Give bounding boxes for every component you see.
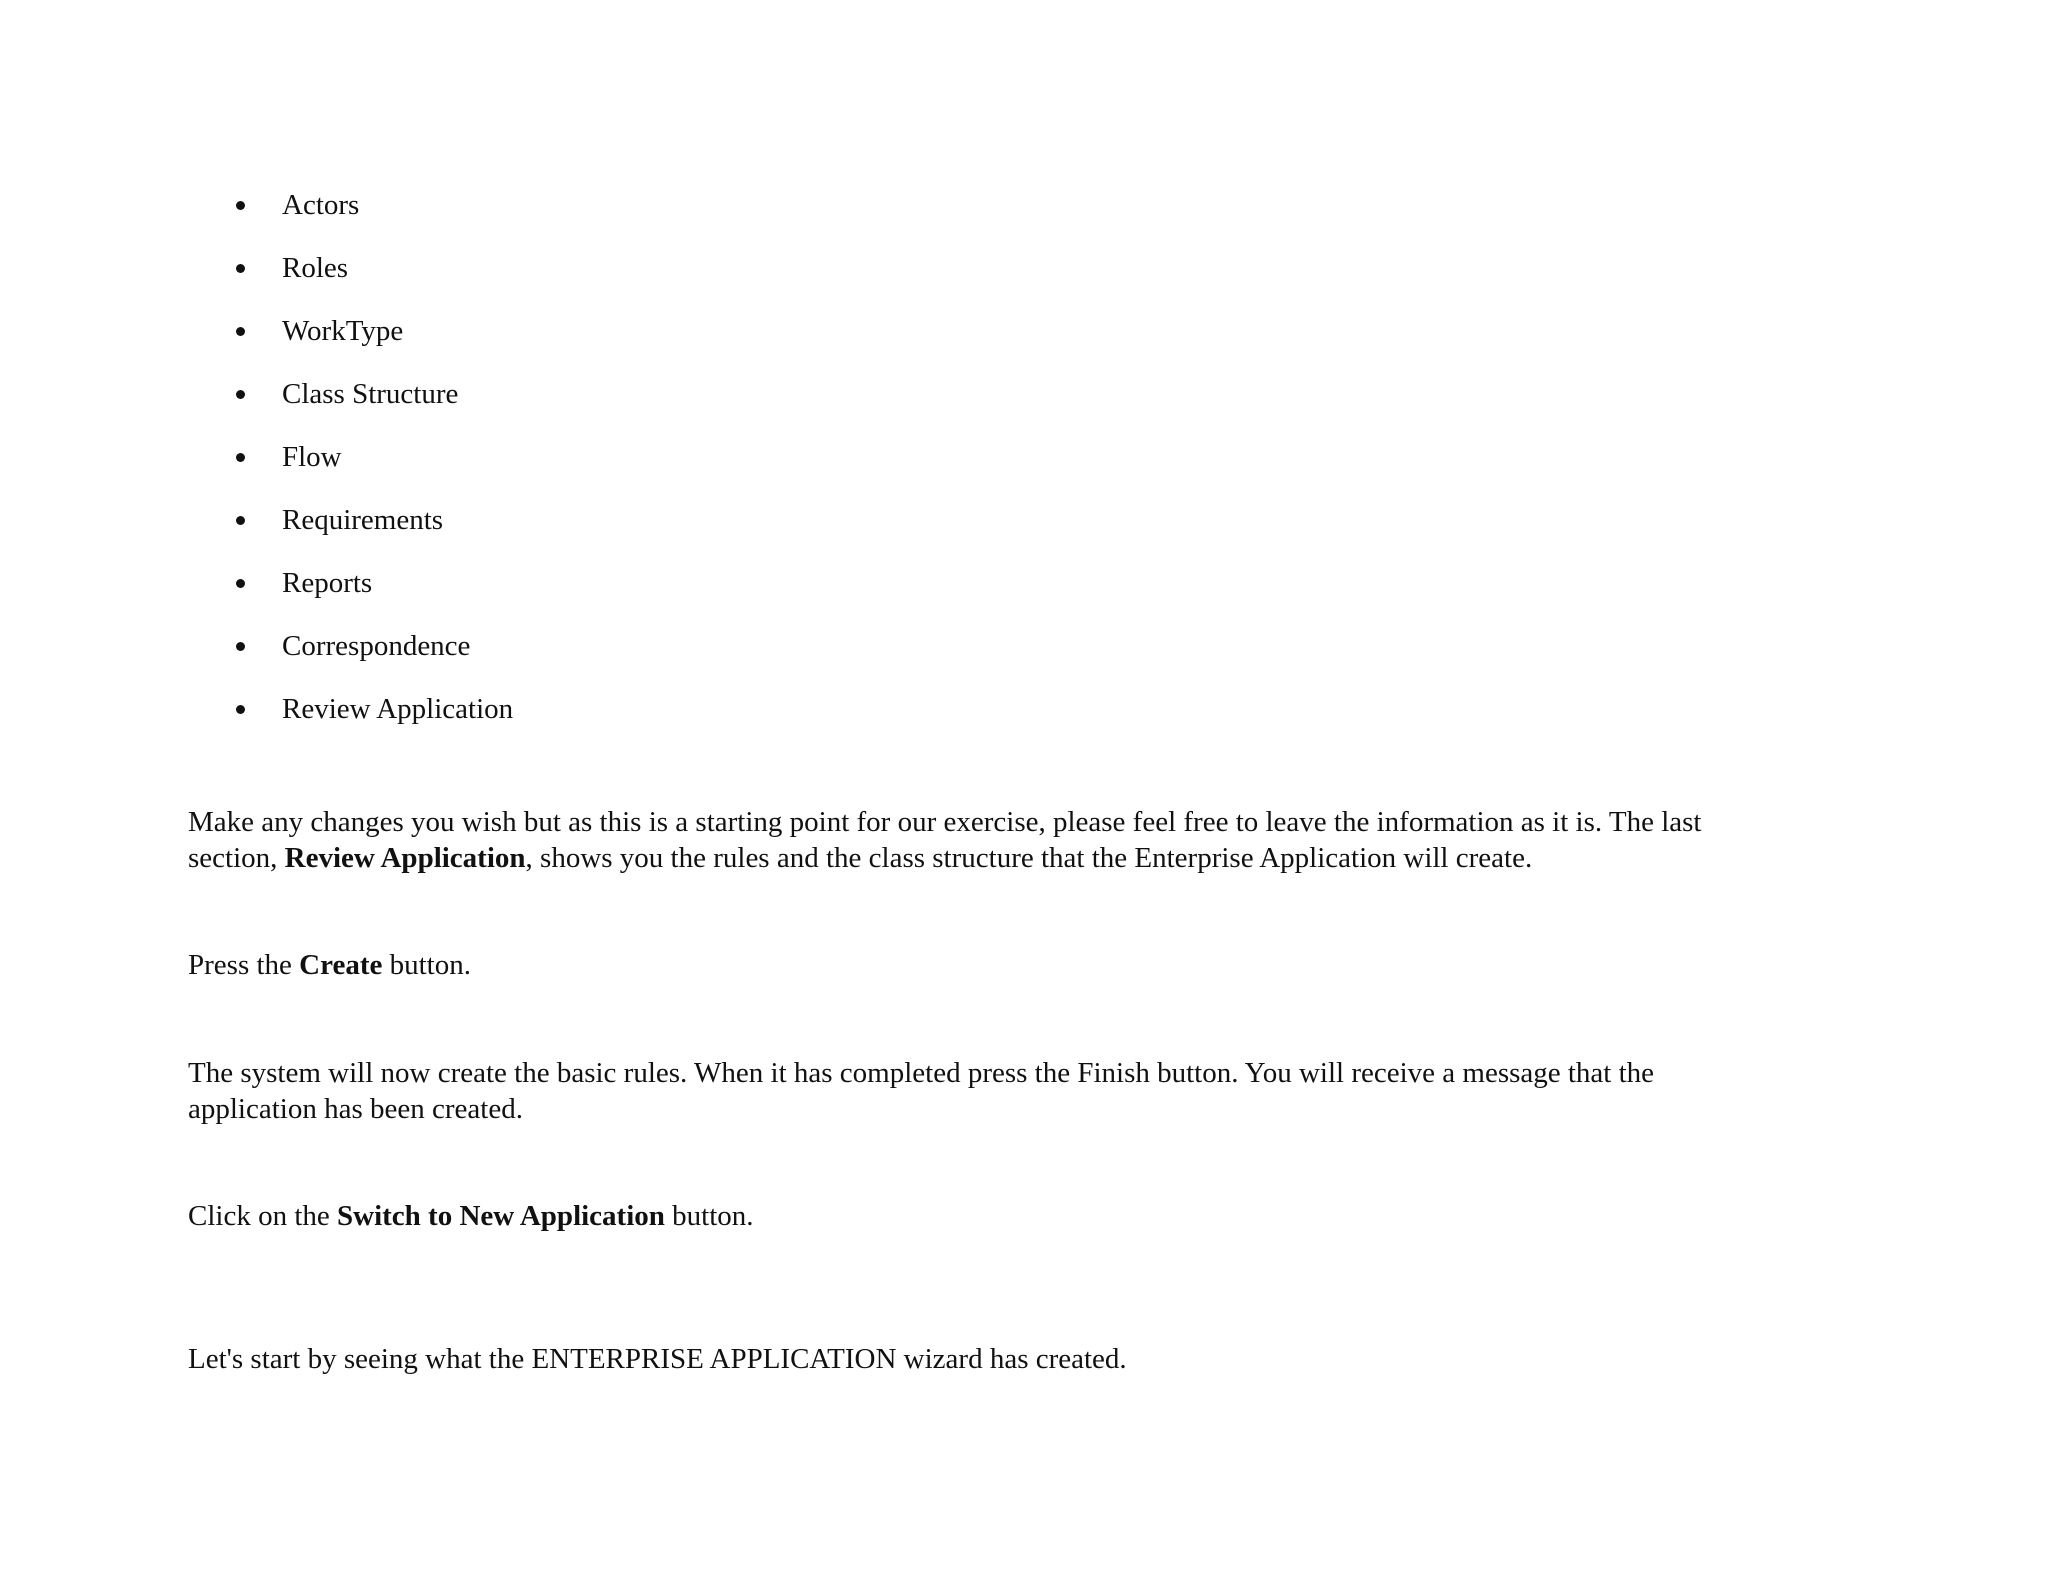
paragraph-text: application has been created. — [188, 1093, 523, 1125]
bullet-icon — [236, 327, 245, 336]
list-item — [0, 439, 900, 502]
list-item-label: Flow — [282, 441, 342, 473]
paragraph-text: section, — [188, 842, 285, 874]
list-item-label: Actors — [282, 189, 360, 221]
paragraph-text: Press the — [188, 949, 300, 981]
list-item — [0, 250, 900, 313]
list-item-label: Reports — [282, 567, 373, 599]
bullet-icon — [236, 705, 245, 714]
paragraph-text: Click on the — [188, 1200, 338, 1232]
paragraph-text: Make any changes you wish but as this is a starting point for our exercise, please feel free to leave the information as it is. The last — [188, 806, 1702, 838]
list-item — [0, 565, 900, 628]
list-item-label: Review Application — [282, 693, 514, 725]
press-create-paragraph — [188, 947, 1888, 983]
list-item-label: WorkType — [282, 315, 404, 347]
list-item-label: Roles — [282, 252, 349, 284]
list-item-label: Class Structure — [282, 378, 459, 410]
bullet-icon — [236, 516, 245, 525]
list-item-label: Requirements — [282, 504, 444, 536]
bullet-icon — [236, 201, 245, 210]
bold-term-switch-to-new-application: Switch to New Application — [337, 1200, 665, 1232]
bullet-icon — [236, 579, 245, 588]
bullet-icon — [236, 264, 245, 273]
list-item — [0, 628, 900, 691]
list-item — [0, 313, 900, 376]
list-item — [0, 691, 900, 754]
list-item — [0, 502, 900, 565]
bold-term-review-application: Review Application — [284, 842, 526, 874]
paragraph-text: button. — [382, 949, 471, 981]
bullet-icon — [236, 390, 245, 399]
system-create-paragraph — [188, 1055, 1888, 1127]
component-bullet-list — [0, 187, 900, 754]
switch-application-paragraph — [188, 1198, 1888, 1234]
paragraph-text: Let's start by seeing what the ENTERPRISE APPLICATION wizard has created. — [188, 1343, 1127, 1375]
bullet-icon — [236, 453, 245, 462]
bullet-icon — [236, 642, 245, 651]
paragraph-text: button. — [664, 1200, 754, 1232]
review-application-paragraph — [188, 804, 1888, 876]
bold-term-create: Create — [299, 949, 383, 981]
wizard-created-paragraph — [188, 1341, 1888, 1377]
list-item-label: Correspondence — [282, 630, 471, 662]
paragraph-text: The system will now create the basic rules. When it has completed press the Finish button. You will receive a message that the — [188, 1057, 1655, 1089]
list-item — [0, 187, 900, 250]
list-item — [0, 376, 900, 439]
paragraph-text: , shows you the rules and the class structure that the Enterprise Application will create. — [525, 842, 1533, 874]
